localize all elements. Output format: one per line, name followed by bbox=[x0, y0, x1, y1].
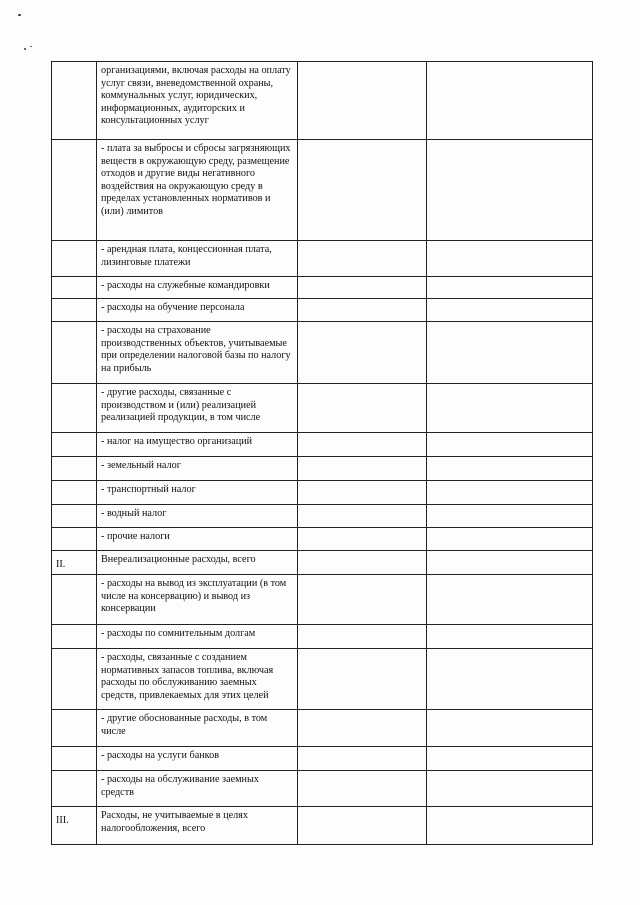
scan-speck bbox=[18, 14, 21, 16]
table-row bbox=[52, 807, 593, 845]
row-number bbox=[52, 575, 97, 625]
row-description: - расходы по сомнительным долгам bbox=[97, 625, 298, 649]
row-description: - расходы на служебные командировки bbox=[97, 277, 298, 299]
table-row bbox=[52, 241, 593, 277]
scan-speck bbox=[24, 48, 26, 50]
table-row bbox=[52, 649, 593, 710]
row-description: организациями, включая расходы на оплату услуг связи, вневедомственной охраны, коммунальных услуг, юридических, информационных, аудиторских и консультационных услуг bbox=[97, 62, 298, 140]
value-cell bbox=[298, 322, 427, 384]
value-cell bbox=[298, 551, 427, 575]
row-description: - плата за выбросы и сбросы загрязняющих веществ в окружающую среду, размещение отходов и другие виды негативного воздействия на окружающую среду в пределах установленных нормативов и (или) лимитов bbox=[97, 140, 298, 241]
table-row bbox=[52, 322, 593, 384]
value-cell bbox=[298, 771, 427, 807]
row-description: - другие расходы, связанные с производством и (или) реализацией реализацией продукции, в том числе bbox=[97, 384, 298, 433]
row-description: - арендная плата, концессионная плата, лизинговые платежи bbox=[97, 241, 298, 277]
table-row bbox=[52, 625, 593, 649]
value-cell bbox=[427, 747, 593, 771]
row-description: Расходы, не учитываемые в целях налогообложения, всего bbox=[97, 807, 298, 845]
row-description: - расходы на страхование производственных объектов, учитываемые при определении налоговой базы по налогу на прибыль bbox=[97, 322, 298, 384]
value-cell bbox=[298, 649, 427, 710]
row-number: III. bbox=[52, 807, 97, 845]
row-number bbox=[52, 710, 97, 747]
value-cell bbox=[427, 575, 593, 625]
value-cell bbox=[298, 62, 427, 140]
value-cell bbox=[427, 625, 593, 649]
row-description: - прочие налоги bbox=[97, 528, 298, 551]
value-cell bbox=[427, 771, 593, 807]
value-cell bbox=[427, 140, 593, 241]
table-row bbox=[52, 551, 593, 575]
value-cell bbox=[427, 710, 593, 747]
row-number bbox=[52, 62, 97, 140]
value-cell bbox=[427, 551, 593, 575]
value-cell bbox=[298, 747, 427, 771]
row-number bbox=[52, 140, 97, 241]
row-description: Внереализационные расходы, всего bbox=[97, 551, 298, 575]
row-number bbox=[52, 277, 97, 299]
row-number bbox=[52, 241, 97, 277]
row-number bbox=[52, 481, 97, 505]
row-number bbox=[52, 649, 97, 710]
row-number bbox=[52, 457, 97, 481]
row-number bbox=[52, 433, 97, 457]
value-cell bbox=[298, 710, 427, 747]
row-number bbox=[52, 505, 97, 528]
table-row bbox=[52, 62, 593, 140]
value-cell bbox=[427, 277, 593, 299]
row-description: - другие обоснованные расходы, в том числе bbox=[97, 710, 298, 747]
value-cell bbox=[427, 62, 593, 140]
table-row bbox=[52, 277, 593, 299]
row-description: - расходы на обучение персонала bbox=[97, 299, 298, 322]
value-cell bbox=[298, 505, 427, 528]
value-cell bbox=[298, 457, 427, 481]
row-description: - транспортный налог bbox=[97, 481, 298, 505]
value-cell bbox=[427, 433, 593, 457]
table-row bbox=[52, 771, 593, 807]
row-number bbox=[52, 528, 97, 551]
value-cell bbox=[298, 433, 427, 457]
value-cell bbox=[298, 241, 427, 277]
table-row bbox=[52, 457, 593, 481]
row-number: II. bbox=[52, 551, 97, 575]
row-description: - водный налог bbox=[97, 505, 298, 528]
expense-table bbox=[51, 61, 593, 845]
value-cell bbox=[427, 241, 593, 277]
row-description: - расходы, связанные с созданием нормативных запасов топлива, включая расходы по обслуживанию заемных средств, привлекаемых для этих целей bbox=[97, 649, 298, 710]
table-row bbox=[52, 140, 593, 241]
value-cell bbox=[298, 807, 427, 845]
table-row bbox=[52, 299, 593, 322]
table-row bbox=[52, 433, 593, 457]
value-cell bbox=[298, 140, 427, 241]
row-description: - налог на имущество организаций bbox=[97, 433, 298, 457]
row-number bbox=[52, 299, 97, 322]
row-description: - расходы на обслуживание заемных средств bbox=[97, 771, 298, 807]
row-number bbox=[52, 625, 97, 649]
scan-speck bbox=[30, 46, 32, 47]
value-cell bbox=[298, 277, 427, 299]
value-cell bbox=[427, 299, 593, 322]
row-description: - расходы на вывод из эксплуатации (в том числе на консервацию) и вывод из консервации bbox=[97, 575, 298, 625]
row-number bbox=[52, 771, 97, 807]
value-cell bbox=[427, 505, 593, 528]
value-cell bbox=[427, 649, 593, 710]
row-description: - расходы на услуги банков bbox=[97, 747, 298, 771]
table-row bbox=[52, 384, 593, 433]
table-row bbox=[52, 528, 593, 551]
table-row bbox=[52, 481, 593, 505]
table-row bbox=[52, 747, 593, 771]
table-row bbox=[52, 710, 593, 747]
row-number bbox=[52, 384, 97, 433]
value-cell bbox=[298, 528, 427, 551]
value-cell bbox=[298, 481, 427, 505]
table-row bbox=[52, 575, 593, 625]
table-row bbox=[52, 505, 593, 528]
value-cell bbox=[298, 299, 427, 322]
value-cell bbox=[427, 322, 593, 384]
value-cell bbox=[298, 625, 427, 649]
value-cell bbox=[427, 457, 593, 481]
row-description: - земельный налог bbox=[97, 457, 298, 481]
row-number bbox=[52, 747, 97, 771]
row-number bbox=[52, 322, 97, 384]
value-cell bbox=[298, 575, 427, 625]
value-cell bbox=[427, 528, 593, 551]
value-cell bbox=[298, 384, 427, 433]
value-cell bbox=[427, 481, 593, 505]
value-cell bbox=[427, 384, 593, 433]
value-cell bbox=[427, 807, 593, 845]
